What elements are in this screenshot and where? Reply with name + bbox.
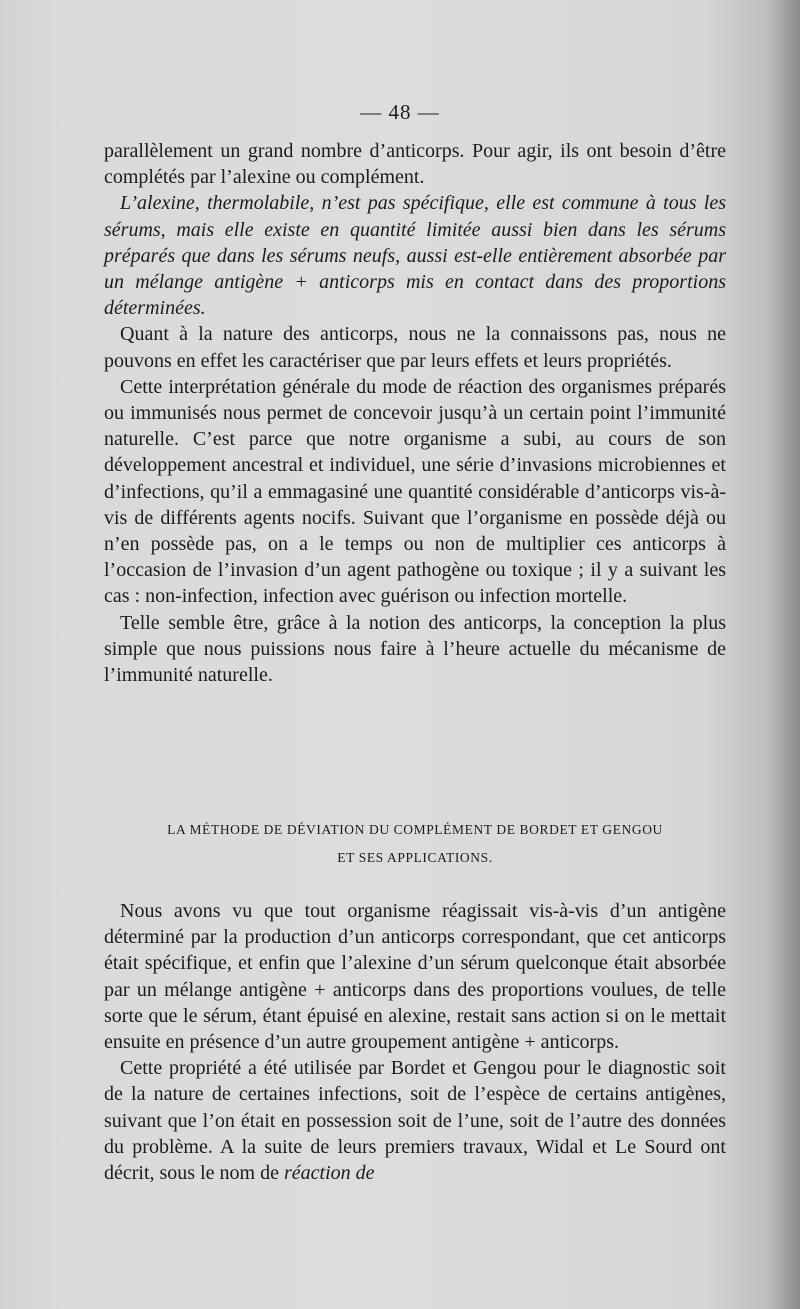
paragraph: Telle semble être, grâce à la notion des anticorps, la conception la plus simple que nous puissions nous faire à l’heure actuelle du mécanisme de l’immunité naturelle. bbox=[104, 611, 726, 687]
paragraph-italic: L’alexine, thermolabile, n’est pas spécifique, elle est commune à tous les sérums, mais elle existe en quantité limitée aussi bien dans les sérums préparés que dans les sérums neufs, aussi est-elle entièrement absorbée par un mélange antigène + anticorps mis en contact dans des proportions déterminées. bbox=[104, 192, 726, 320]
section-heading bbox=[104, 816, 726, 872]
paragraph: parallèlement un grand nombre d’anticorps. Pour agir, ils ont besoin d’être complétés par l’alexine ou complément. bbox=[104, 140, 726, 189]
page-number: — 48 — bbox=[360, 100, 440, 124]
paragraph: Quant à la nature des anticorps, nous ne la connaissons pas, nous ne pouvons en effet les caractériser que par leurs effets et leurs propriétés. bbox=[104, 323, 726, 372]
section-heading-line: ET SES APPLICATIONS. bbox=[337, 850, 493, 865]
text-block-bottom bbox=[104, 898, 726, 1186]
italic-phrase: réaction de bbox=[283, 1162, 375, 1185]
paragraph: Nous avons vu que tout organisme réagissait vis-à-vis d’un antigène déterminé par la production d’un anticorps correspondant, que cet anticorps était spécifique, et enfin que l’alexine d’un sérum quelconque était absorbée par un mélange antigène + anticorps dans des proportions voulues, de telle sorte que le sérum, étant épuisé en alexine, restait sans action si on le mettait ensuite en présence d’un autre groupement antigène + anticorps. bbox=[104, 900, 726, 1054]
paragraph: Cette interprétation générale du mode de réaction des organismes préparés ou immunisés nous permet de concevoir jusqu’à un certain point l’immunité naturelle. C’est parce que notre organisme a subi, au cours de son développement ancestral et individuel, une série d’invasions microbiennes et d’infections, qu’il a emmagasiné une quantité considérable d’anticorps vis-à-vis de différents agents nocifs. Suivant que l’organisme en possède déjà ou n’en possède pas, on a le temps ou non de multiplier ces anticorps à l’occasion de l’invasion d’un agent pathogène ou toxique ; il y a suivant les cas : non-infection, infection avec guérison ou infection mortelle. bbox=[104, 375, 726, 608]
text-block-top bbox=[104, 138, 726, 688]
paragraph-last bbox=[104, 1055, 726, 1186]
section-heading-line: LA MÉTHODE DE DÉVIATION DU COMPLÉMENT DE BORDET ET GENGOU bbox=[167, 822, 663, 837]
paragraph-text: Cette propriété a été utilisée par Bordet et Gengou pour le diagnostic soit de la nature de certaines infections, soit de l’espèce de certains antigènes, suivant que l’on était en possession soit de l’une, soit de l’autre des données du problème. A la suite de leurs premiers travaux, Widal et Le Sourd ont décrit, sous le nom de bbox=[104, 1057, 726, 1185]
